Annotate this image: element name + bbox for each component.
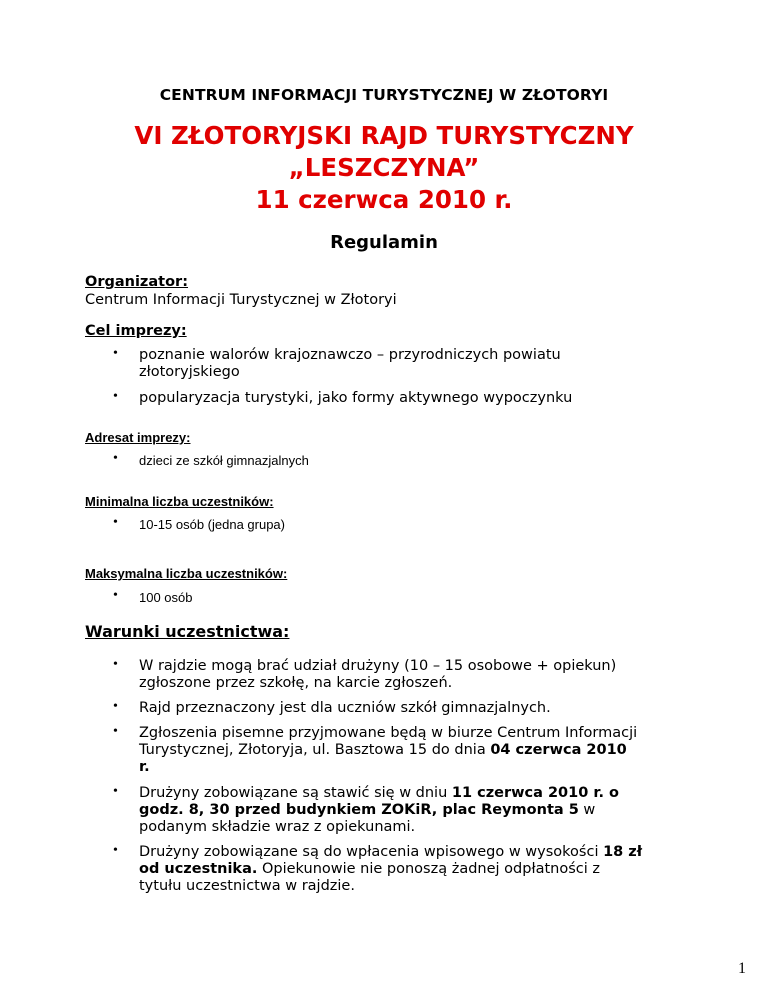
conditions-item-4-line-3: podanym składzie wraz z opiekunami. [139,819,416,835]
conditions-item-1-line-1: W rajdzie mogą brać udział drużyny (10 – 15 osobowe + opiekun) [139,658,617,674]
conditions-item-5-fee-unit: od uczestnika. [139,861,258,877]
conditions-item-5-fee: 18 zł [603,844,643,860]
conditions-item-4-place: godz. 8, 30 przed budynkiem ZOKiR, plac Reymonta 5 [139,802,579,818]
max-participants-heading: Maksymalna liczba uczestników: [85,566,288,581]
organizer-text: Centrum Informacji Turystycznej w Złotoryi [85,292,397,308]
conditions-item-1-line-2: zgłoszone przez szkołę, na karcie zgłoszeń. [139,675,453,691]
bullet-icon: • [113,346,118,361]
page-number: 1 [738,960,746,977]
conditions-item-5-line-3: tytułu uczestnictwa w rajdzie. [139,878,355,894]
conditions-item-3-line-3 [139,757,150,777]
conditions-item-5-text: Drużyny zobowiązane są do wpłacenia wpisowego w wysokości [139,844,604,860]
goal-item-2: popularyzacja turystyki, jako formy aktywnego wypoczynku [139,390,573,406]
organizer-heading: Organizator: [85,274,189,290]
bullet-icon: • [113,389,118,404]
conditions-item-4-date: 11 czerwca 2010 r. o [451,785,619,801]
event-title-line-1: VI ZŁOTORYJSKI RAJD TURYSTYCZNY [134,121,634,150]
max-participants-item: 100 osób [139,590,193,605]
conditions-item-2: Rajd przeznaczony jest dla uczniów szkół gimnazjalnych. [139,700,551,716]
audience-heading: Adresat imprezy: [85,430,191,445]
bullet-icon: • [113,699,118,714]
goal-item-1-line-2: złotoryjskiego [139,364,240,380]
bullet-icon: • [113,843,118,858]
goal-item-1-line-1: poznanie walorów krajoznawczo – przyrodniczych powiatu [139,347,561,363]
bullet-icon: • [113,588,118,603]
document-title: Regulamin [330,232,438,253]
audience-item: dzieci ze szkół gimnazjalnych [139,453,309,468]
conditions-item-5-tail: Opiekunowie nie ponoszą żadnej odpłatności z [257,861,600,877]
conditions-item-3-deadline-end: r. [139,759,150,775]
conditions-item-3-line-2 [139,740,627,760]
bullet-icon: • [113,657,118,672]
event-date-title: 11 czerwca 2010 r. [255,185,513,214]
conditions-item-3-line-1: Zgłoszenia pisemne przyjmowane będą w biurze Centrum Informacji [139,725,638,741]
conditions-item-3-deadline: 04 czerwca 2010 [490,742,627,758]
bullet-icon: • [113,515,118,530]
conditions-heading: Warunki uczestnictwa: [85,622,290,641]
bullet-icon: • [113,451,118,466]
conditions-item-3-text: Turystycznej, Złotoryja, ul. Basztowa 15 do dnia [139,742,491,758]
center-name-heading: CENTRUM INFORMACJI TURYSTYCZNEJ W ZŁOTORYI [159,86,609,104]
bullet-icon: • [113,784,118,799]
min-participants-item: 10-15 osób (jedna grupa) [139,517,285,532]
conditions-item-4-text: Drużyny zobowiązane są stawić się w dniu [139,785,452,801]
min-participants-heading: Minimalna liczba uczestników: [85,494,274,509]
conditions-item-4-tail: w [578,802,596,818]
event-title-line-2: „LESZCZYNA” [288,153,480,182]
bullet-icon: • [113,724,118,739]
goal-heading: Cel imprezy: [85,323,187,339]
